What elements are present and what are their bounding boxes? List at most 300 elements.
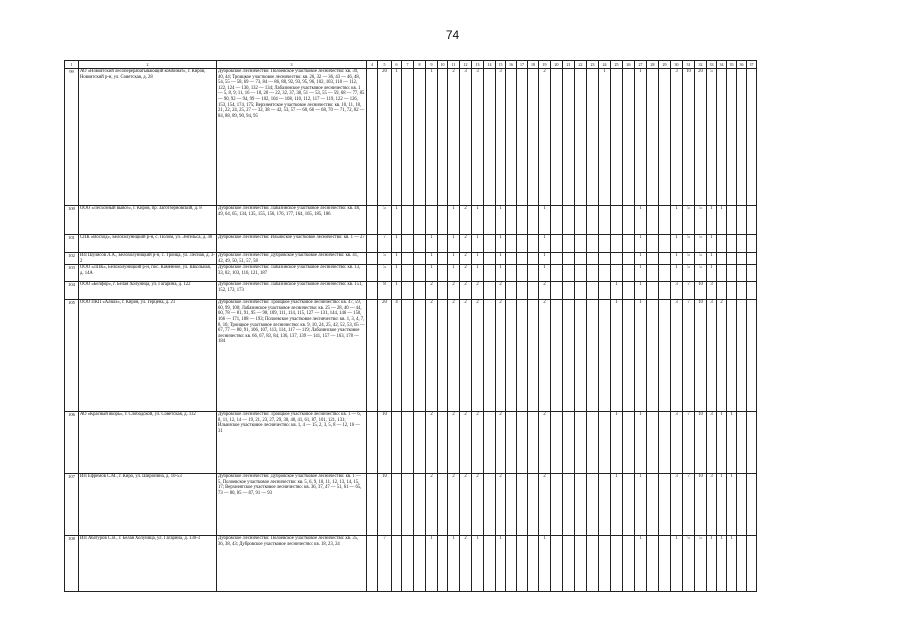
value-cell (438, 235, 448, 253)
value-cell (737, 253, 747, 265)
value-cell: 1 (448, 253, 460, 265)
column-index-cell: 18 (528, 61, 539, 69)
column-index-cell: 10 (438, 61, 448, 69)
value-cell: 1 (426, 235, 438, 253)
column-index-cell: 24 (599, 61, 611, 69)
value-cell: 10 (378, 412, 392, 474)
value-cell: 20 (378, 69, 392, 206)
value-cell (402, 235, 414, 253)
value-cell: 2 (460, 300, 472, 412)
column-index-cell: 17 (517, 61, 528, 69)
organization-cell: ООО «ЛПК», Белохолуницкий р-н, пос. Каменное, ул. Школьная, д. 14А (79, 265, 217, 282)
value-cell (563, 300, 575, 412)
value-cell (747, 536, 757, 592)
value-cell: 1 (448, 265, 460, 282)
value-cell: 3 (707, 412, 717, 474)
value-cell: 1 (635, 265, 647, 282)
value-cell: 2 (496, 412, 506, 474)
value-cell: 1 (635, 300, 647, 412)
value-cell (575, 69, 587, 206)
value-cell: 7 (378, 235, 392, 253)
value-cell: 1 (426, 69, 438, 206)
table-row (65, 536, 757, 592)
value-cell (747, 265, 757, 282)
table-row (65, 235, 757, 253)
value-cell: 1 (727, 412, 737, 474)
value-cell (575, 536, 587, 592)
value-cell: 1 (496, 206, 506, 235)
organization-cell: СПК «Восход», Белохолуницкий р-н, с. Полом, ул. Энгельса, д. 40 (79, 235, 217, 253)
value-cell (506, 474, 517, 536)
row-number-cell: 106 (65, 412, 79, 474)
value-cell (551, 253, 563, 265)
value-cell: 5 (683, 206, 695, 235)
value-cell: 10 (695, 412, 707, 474)
value-cell (438, 265, 448, 282)
value-cell (717, 69, 727, 206)
value-cell (506, 265, 517, 282)
value-cell (426, 206, 438, 235)
organization-cell: АО «Новоятский лесоперерабатывающий комбинат», г. Киров, Новоятский р-н, ул. Советская, д. 28 (79, 69, 217, 206)
value-cell (414, 282, 426, 300)
value-cell (623, 253, 635, 265)
value-cell (659, 253, 671, 265)
value-cell (623, 536, 635, 592)
value-cell: 2 (539, 282, 551, 300)
value-cell: 1 (496, 235, 506, 253)
value-cell: 1 (707, 536, 717, 592)
value-cell (414, 474, 426, 536)
value-cell: 1 (448, 206, 460, 235)
value-cell (402, 206, 414, 235)
value-cell (647, 282, 659, 300)
table-row (65, 412, 757, 474)
value-cell (414, 235, 426, 253)
value-cell: 2 (448, 69, 460, 206)
value-cell: 1 (671, 206, 683, 235)
value-cell: 1 (635, 536, 647, 592)
value-cell (659, 69, 671, 206)
value-cell: 3 (671, 474, 683, 536)
value-cell (647, 265, 659, 282)
value-cell: 3 (472, 69, 484, 206)
value-cell (517, 300, 528, 412)
value-cell: 2 (496, 474, 506, 536)
value-cell: 2 (539, 69, 551, 206)
value-cell: 2 (460, 412, 472, 474)
value-cell: 1 (611, 300, 623, 412)
value-cell (737, 265, 747, 282)
value-cell (587, 300, 599, 412)
value-cell (563, 206, 575, 235)
table-row (65, 474, 757, 536)
value-cell: 2 (426, 474, 438, 536)
value-cell (587, 235, 599, 253)
value-cell (438, 300, 448, 412)
value-cell (623, 206, 635, 235)
value-cell (587, 253, 599, 265)
value-cell (438, 282, 448, 300)
value-cell: 1 (717, 412, 727, 474)
organization-cell: ООО ПКП «Алмаз», г. Киров, ул. Герцена, д. 21 (79, 300, 217, 412)
value-cell (414, 253, 426, 265)
organization-cell: ИП Ефремов С.М., г. Киро, ул. Широнина, д. 10-53 (79, 474, 217, 536)
value-cell: 2 (496, 300, 506, 412)
value-cell (484, 300, 496, 412)
value-cell: 1 (717, 536, 727, 592)
value-cell (563, 235, 575, 253)
value-cell: 1 (472, 235, 484, 253)
value-cell (659, 300, 671, 412)
value-cell (484, 474, 496, 536)
value-cell: 2 (448, 300, 460, 412)
value-cell (575, 300, 587, 412)
value-cell: 2 (448, 412, 460, 474)
value-cell (563, 412, 575, 474)
value-cell: 20 (378, 300, 392, 412)
value-cell: 1 (707, 253, 717, 265)
value-cell (647, 300, 659, 412)
value-cell (367, 300, 378, 412)
column-index-cell: 27 (635, 61, 647, 69)
value-cell: 1 (611, 474, 623, 536)
value-cell (551, 474, 563, 536)
row-number-cell: 100 (65, 206, 79, 235)
value-cell: 1 (472, 206, 484, 235)
value-cell: 1 (635, 474, 647, 536)
value-cell (551, 235, 563, 253)
value-cell (517, 265, 528, 282)
value-cell (517, 536, 528, 592)
value-cell (647, 206, 659, 235)
value-cell (747, 412, 757, 474)
value-cell (402, 253, 414, 265)
value-cell: 3 (460, 69, 472, 206)
value-cell (623, 474, 635, 536)
column-index-cell: 32 (695, 61, 707, 69)
value-cell (367, 253, 378, 265)
value-cell (402, 474, 414, 536)
value-cell: 1 (426, 265, 438, 282)
value-cell: 7 (683, 282, 695, 300)
value-cell (727, 265, 737, 282)
column-index-cell: 30 (671, 61, 683, 69)
forestry-quarters-cell: Дубровское Лесничество: Троицкое участковое лесничество: кв. 47, 59, 60, 99, 100; Лабазинское участковое лесничество: кв. 25 — 28, 40 — 44, 60, 78 — 81, 91, 95 — 98, 109, 111, 114, 115, 127 — 131, 144, 146 — 150, 166 — 171, 188 — 193; Полоевское участковое лесничество: кв. 1, 3, 4, 7, 8, 16; Троицкое участковое лесничество: кв. 9, 10, 24, 25, 42, 52, 53, 65 — 67, 77 — 80, 91, 106, 107, 113, 114, 117 — 119; Лабазинское участковое лесничество: кв. 66, 67, 83, 84, 136, 137, 139 — 141, 157 — 163, 178 — 184 (217, 300, 367, 412)
value-cell (747, 282, 757, 300)
value-cell (611, 253, 623, 265)
value-cell: 2 (472, 282, 484, 300)
value-cell (367, 206, 378, 235)
value-cell: 8 (378, 282, 392, 300)
value-cell: 2 (539, 412, 551, 474)
value-cell (402, 282, 414, 300)
value-cell (717, 235, 727, 253)
value-cell: 1 (635, 412, 647, 474)
value-cell: 1 (448, 536, 460, 592)
value-cell: 1 (539, 253, 551, 265)
value-cell (551, 265, 563, 282)
value-cell (517, 412, 528, 474)
value-cell (727, 282, 737, 300)
value-cell (517, 69, 528, 206)
value-cell (599, 536, 611, 592)
value-cell (528, 536, 539, 592)
value-cell: 1 (611, 282, 623, 300)
value-cell (392, 412, 402, 474)
table-row (65, 206, 757, 235)
value-cell (563, 253, 575, 265)
value-cell: 1 (448, 235, 460, 253)
value-cell: 1 (611, 412, 623, 474)
column-index-cell: 11 (448, 61, 460, 69)
value-cell (506, 253, 517, 265)
value-cell (551, 69, 563, 206)
column-index-cell: 20 (551, 61, 563, 69)
value-cell (575, 235, 587, 253)
column-index-cell: 31 (683, 61, 695, 69)
value-cell: 2 (448, 282, 460, 300)
value-cell (367, 536, 378, 592)
value-cell: 2 (460, 265, 472, 282)
value-cell: 10 (695, 474, 707, 536)
value-cell: 2 (426, 282, 438, 300)
value-cell (599, 206, 611, 235)
value-cell: 1 (392, 206, 402, 235)
value-cell: 3 (707, 282, 717, 300)
value-cell: 1 (727, 536, 737, 592)
value-cell (528, 412, 539, 474)
value-cell (517, 282, 528, 300)
value-cell: 1 (392, 69, 402, 206)
forestry-quarters-cell: Дубровское Лесничество: Лабазинское участковое лесничество: кв. 13, 33, 82, 103, 116, 121, 187 (217, 265, 367, 282)
value-cell (737, 69, 747, 206)
value-cell (659, 206, 671, 235)
value-cell: 3 (707, 474, 717, 536)
value-cell (528, 282, 539, 300)
value-cell (587, 474, 599, 536)
forestry-quarters-cell: Дубровское Лесничество: Дубровское участковое лесничество: кв. 1 — 5, Полоевское участковое лесничество: кв. 5, 6, 9, 10, 11, 12, 13, 14, 15, 17; Верхнеятское участковое лесничество: кв. 36, 37, 47 — 51, 61 — 65, 73 — 80, 85 — 87, 91 — 93 (217, 474, 367, 536)
value-cell (599, 265, 611, 282)
column-index-cell: 23 (587, 61, 599, 69)
value-cell (611, 69, 623, 206)
value-cell: 2 (717, 300, 727, 412)
value-cell (414, 536, 426, 592)
value-cell (551, 300, 563, 412)
value-cell (575, 474, 587, 536)
value-cell: 1 (472, 265, 484, 282)
value-cell: 3 (496, 69, 506, 206)
value-cell: 1 (635, 235, 647, 253)
value-cell (623, 282, 635, 300)
row-number-cell: 101 (65, 235, 79, 253)
value-cell: 2 (539, 300, 551, 412)
value-cell (587, 282, 599, 300)
value-cell: 2 (460, 253, 472, 265)
value-cell (484, 412, 496, 474)
value-cell (747, 300, 757, 412)
value-cell (484, 206, 496, 235)
value-cell: 10 (695, 300, 707, 412)
value-cell: 20 (695, 69, 707, 206)
table-row (65, 300, 757, 412)
value-cell: 2 (448, 474, 460, 536)
value-cell (414, 300, 426, 412)
value-cell (438, 412, 448, 474)
value-cell (506, 206, 517, 235)
column-index-cell: 37 (747, 61, 757, 69)
value-cell (623, 300, 635, 412)
value-cell (392, 474, 402, 536)
value-cell (599, 474, 611, 536)
table-row (65, 69, 757, 206)
value-cell (599, 300, 611, 412)
column-index-cell: 6 (392, 61, 402, 69)
value-cell (517, 206, 528, 235)
value-cell (659, 474, 671, 536)
forestry-quarters-cell: Дубровское Лесничество: Полоевское участковое лесничество: кв. 39, 40, 44; Троицкое участковое лесничество: кв. 26, 32 — 36, 43 — 46, 48, 54, 55 — 58, 69 — 73, 84 — 86, 88, 92, 93, 95, 96, 102, 103, 110 — 112, 122, 124 — 130, 132 — 134; Лабазинское участковое лесничество: кв. 1 — 5, 8, 9, 11, 16 — 18, 20 — 22, 32, 37, 38, 51 — 53, 55 — 59, 68 — 77, 85 — 90, 92 — 94, 99 — 102, 104 — 108, 110, 112, 117 — 119, 122 — 126, 153, 154, 174, 175; Верхнеятское участковое лесничество: кв. 10, 11, 18, 21, 22, 24, 25, 27 — 32, 38 — 42, 53, 57 — 60, 66 — 68, 70 — 71, 72, 82 — 84, 88, 89, 90, 94, 95 (217, 69, 367, 206)
forestry-quarters-cell: Дубровское Лесничество: Полоевское участковое лесничество: кв. 35, 36, 38, 43; Дубровское участковое лесничество: кв. 18, 23, 24 (217, 536, 367, 592)
value-cell: 1 (496, 265, 506, 282)
value-cell (747, 69, 757, 206)
value-cell (647, 536, 659, 592)
value-cell: 5 (683, 265, 695, 282)
value-cell (506, 536, 517, 592)
value-cell (517, 474, 528, 536)
value-cell: 1 (727, 474, 737, 536)
value-cell: 1 (539, 265, 551, 282)
value-cell (599, 235, 611, 253)
value-cell (623, 69, 635, 206)
value-cell: 2 (472, 474, 484, 536)
value-cell (528, 300, 539, 412)
value-cell (506, 412, 517, 474)
value-cell (402, 300, 414, 412)
value-cell (717, 265, 727, 282)
value-cell (484, 69, 496, 206)
value-cell (484, 265, 496, 282)
organization-cell: ИП Шулясов Л.А., Белохолуницкий р-н, с. Троица, ул. Лесная, д. 3-2 (80, 253, 215, 264)
value-cell: 1 (635, 69, 647, 206)
value-cell: 2 (472, 412, 484, 474)
value-cell: 1 (635, 282, 647, 300)
value-cell: 1 (717, 206, 727, 235)
value-cell: 10 (695, 282, 707, 300)
value-cell: 1 (707, 235, 717, 253)
value-cell (747, 474, 757, 536)
value-cell (647, 69, 659, 206)
value-cell: 5 (707, 69, 717, 206)
value-cell (647, 253, 659, 265)
value-cell (575, 253, 587, 265)
value-cell (647, 235, 659, 253)
value-cell (528, 265, 539, 282)
column-index-cell: 21 (563, 61, 575, 69)
column-index-cell: 4 (367, 61, 378, 69)
value-cell: 2 (460, 536, 472, 592)
value-cell: 3 (671, 282, 683, 300)
value-cell (575, 412, 587, 474)
row-number-cell: 107 (65, 474, 79, 536)
value-cell: 2 (426, 300, 438, 412)
value-cell: 1 (707, 265, 717, 282)
value-cell (737, 206, 747, 235)
value-cell (575, 265, 587, 282)
value-cell: 5 (683, 235, 695, 253)
table-row (65, 253, 757, 265)
value-cell (484, 282, 496, 300)
value-cell (528, 206, 539, 235)
value-cell: 1 (496, 536, 506, 592)
column-index-cell: 35 (727, 61, 737, 69)
value-cell: 3 (671, 300, 683, 412)
value-cell (367, 412, 378, 474)
value-cell: 5 (378, 206, 392, 235)
value-cell (414, 69, 426, 206)
value-cell: 1 (671, 235, 683, 253)
value-cell (727, 300, 737, 412)
value-cell (438, 253, 448, 265)
value-cell: 2 (460, 235, 472, 253)
value-cell: 5 (683, 536, 695, 592)
value-cell (727, 253, 737, 265)
value-cell: 3 (707, 300, 717, 412)
column-index-cell: 8 (414, 61, 426, 69)
value-cell (587, 69, 599, 206)
column-index-cell: 15 (496, 61, 506, 69)
value-cell (392, 536, 402, 592)
row-number-cell: 99 (65, 69, 79, 206)
value-cell (737, 412, 747, 474)
row-number-cell: 108 (65, 536, 79, 592)
value-cell: 1 (635, 253, 647, 265)
column-index-cell: 16 (506, 61, 517, 69)
value-cell (599, 282, 611, 300)
value-cell: 1 (392, 253, 402, 265)
value-cell (747, 206, 757, 235)
value-cell (367, 282, 378, 300)
forestry-lease-table (64, 60, 757, 592)
value-cell (414, 412, 426, 474)
organization-cell: ИП Абатуров С.В., г. Белая Холуница, ул. Гагарина, д. 130-3 (79, 536, 217, 592)
value-cell (623, 235, 635, 253)
value-cell (647, 474, 659, 536)
value-cell: 1 (472, 253, 484, 265)
value-cell (402, 265, 414, 282)
value-cell: 1 (496, 253, 506, 265)
value-cell (587, 536, 599, 592)
value-cell (611, 265, 623, 282)
value-cell (737, 300, 747, 412)
value-cell (517, 253, 528, 265)
value-cell (563, 69, 575, 206)
table-row (65, 282, 757, 300)
value-cell: 1 (671, 265, 683, 282)
value-cell (659, 412, 671, 474)
value-cell (659, 536, 671, 592)
organization-cell: ООО «Белфор», г. Белая Холуница, ул. Гагарина, д. 122 (79, 282, 217, 300)
value-cell: 2 (539, 474, 551, 536)
value-cell (575, 282, 587, 300)
row-number-cell: 103 (65, 265, 79, 282)
value-cell (528, 235, 539, 253)
value-cell: 3 (671, 69, 683, 206)
value-cell: 1 (599, 69, 611, 206)
value-cell (647, 412, 659, 474)
value-cell: 1 (426, 536, 438, 592)
table-row (65, 265, 757, 282)
value-cell (727, 235, 737, 253)
row-number-cell: 104 (65, 282, 79, 300)
